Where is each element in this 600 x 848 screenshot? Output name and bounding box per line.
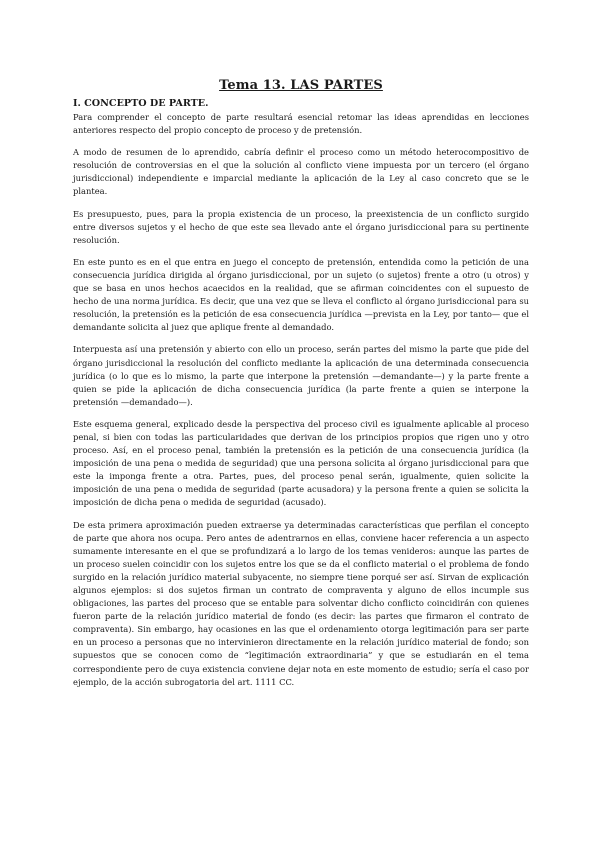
document-title: Tema 13. LAS PARTES	[219, 78, 383, 93]
paragraph: Es presupuesto, pues, para la propia existencia de un proceso, la preexistencia de un conflicto surgido entre diversos sujetos y el hecho de que este sea llevado ante el órgano jurisdiccional para su pertinente resolución.	[73, 208, 529, 245]
document-body	[73, 78, 529, 698]
paragraph: En este punto es en el que entra en juego el concepto de pretensión, entendida como la petición de una consecuencia jurídica dirigida al órgano jurisdiccional, por un sujeto (o sujetos) frente a otro (u otros) y que se basa en unos hechos acaecidos en la realidad, que se afirman coincidentes con el supuesto de hecho de una norma jurídica. Es decir, que una vez que se lleva el conflicto al órgano jurisdiccional para su resolución, la pretensión es la petición de esa consecuencia jurídica —prevista en la Ley, por tanto— que el demandante solicita al juez que aplique frente al demandado.	[73, 256, 529, 333]
paragraph: Interpuesta así una pretensión y abierto con ello un proceso, serán partes del mismo la parte que pide del órgano jurisdiccional la resolución del conflicto mediante la aplicación de una determinada consecuencia jurídica (o lo que es lo mismo, la parte que interpone la pretensión —demandante—) y la parte frente a quien se pide la aplicación de dicha consecuencia jurídica (la parte frente a quien se interpone la pretensión —demandado—).	[73, 344, 529, 407]
paragraph: A modo de resumen de lo aprendido, cabría definir el proceso como un método heterocompositivo de resolución de controversias en el que la solución al conflicto viene impuesta por un tercero (el órgano jurisdiccional) independiente e imparcial mediante la aplicación de la Ley al caso concreto que se le plantea.	[73, 147, 529, 197]
paragraph: Para comprender el concepto de parte resultará esencial retomar las ideas aprendidas en lecciones anteriores respecto del propio concepto de proceso y de pretensión.	[73, 112, 529, 136]
paragraph: De esta primera aproximación pueden extraerse ya determinadas características que perfilan el concepto de parte que ahora nos ocupa. Pero antes de adentrarnos en ellas, conviene hacer referencia a un aspecto sumamente interesante en el que se profundizará a lo largo de los temas venideros: aunque las partes de un proceso suelen coincidir con los sujetos entre los que se da el conflicto material o el problema de fondo surgido en la relación jurídico material subyacente, no siempre tiene porqué ser así. Sirvan de explicación algunos ejemplos: si dos sujetos firman un contrato de compraventa y alguno de ellos incumple sus obligaciones, las partes del proceso que se entable para solventar dicho conflicto coincidirán con quienes fueron parte de la relación jurídico material de fondo (es decir: las partes que firmaron el contrato de compraventa). Sin embargo, hay ocasiones en las que el ordenamiento otorga legitimación para ser parte en un proceso a personas que no intervinieron directamente en la relación jurídico material de fondo; son supuestos que se conocen como de “legitimación extraordinaria” y que se estudiarán en el tema correspondiente pero de cuya existencia conviene dejar nota en este momento de estudio; sería el caso por ejemplo, de la acción subrogatoria del art. 1111 CC.	[73, 519, 529, 687]
paragraph: Este esquema general, explicado desde la perspectiva del proceso civil es igualmente aplicable al proceso penal, si bien con todas las particularidades que derivan de los principios propios que rigen uno y otro proceso. Así, en el proceso penal, también la pretensión es la petición de una consecuencia jurídica (la imposición de una pena o medida de seguridad) que una persona solicita al órgano jurisdiccional para que este la imponga frente a otra. Partes, pues, del proceso penal serán, igualmente, quien solicite la imposición de una pena o medida de seguridad (parte acusadora) y la persona frente a quien se solicita la imposición de dicha pena o medida de seguridad (acusado).	[73, 418, 529, 508]
section-heading: I. CONCEPTO DE PARTE.	[73, 98, 209, 109]
